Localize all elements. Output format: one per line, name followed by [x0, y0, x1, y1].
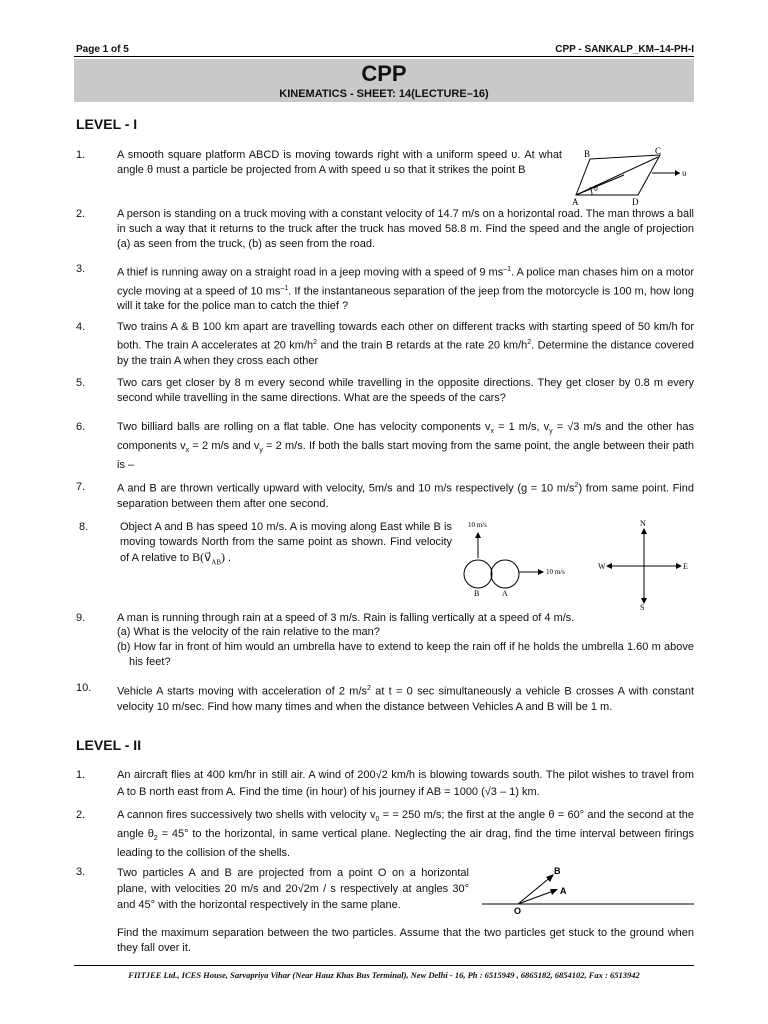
- page-title: CPP: [361, 61, 407, 86]
- label-S: S: [640, 603, 645, 612]
- footer-divider: [74, 965, 694, 966]
- label-B: B: [584, 149, 591, 159]
- footer-address: FIITJEE Ltd., ICES House, Sarvapriya Vihar (Near Hauz Khas Bus Terminal), New Delhi - 16, Ph : 6515949 , 6865182, 6854102, Fax : 6513942: [128, 970, 640, 980]
- level-1-heading: LEVEL - I: [76, 116, 138, 132]
- velocity-A: [518, 890, 556, 904]
- question-text: Two billiard balls are rolling on a flat table. One has velocity components $v_x = 1$ m/s, $v_y = √3$ m/s and the other has components $v_x = 2$ m/s and $v_y = 2$ m/s. If both the balls start moving from the same point, the angle between their path is –: [117, 421, 694, 472]
- page-subtitle: KINEMATICS - SHEET: 14(LECTURE–16): [279, 88, 489, 100]
- page-number: Page 1 of 5: [76, 44, 129, 55]
- label-B: B: [554, 866, 561, 876]
- question-number: 1.: [76, 149, 86, 161]
- horizontal-speed-label: 10 m/s: [546, 568, 565, 576]
- east-arrowhead: [538, 569, 544, 575]
- label-W: W: [598, 562, 606, 571]
- angle-line: [576, 175, 624, 195]
- question-text: Object A and B has speed 10 m/s. A is moving along East while B is moving towards North from the same point as shown. Find velocity of A relative to $B(v⃗_{AB})$ .: [120, 521, 452, 567]
- label-v: υ: [682, 168, 687, 178]
- arrowhead-B: [546, 874, 554, 882]
- label-N: N: [640, 519, 646, 528]
- label-O: O: [514, 906, 522, 916]
- question-text-continued: Find the maximum separation between the two particles. Assume that the two particles get stuck to the ground when they fall over it.: [117, 927, 694, 954]
- north-arrowhead: [475, 532, 481, 538]
- question-number: 2.: [76, 208, 86, 220]
- question-number: 10.: [76, 682, 92, 694]
- label-theta: θ: [594, 184, 598, 193]
- question-text: A and B are thrown vertically upward with velocity, 5m/s and 10 m/s respectively (g = 10 $m/s^2$) from same point. Find separation between them after one second.: [117, 482, 695, 510]
- label-E: E: [683, 562, 688, 571]
- question-text: Vehicle A starts moving with acceleration of 2 $m/s^2$ at t = 0 sec simultaneously a vehicle B crosses A with constant velocity 10 m/sec. Find how many times and when the distance between Vehicles A and B will be 1 m.: [117, 685, 694, 713]
- question-number: 3.: [76, 263, 86, 275]
- question-text: Two particles A and B are projected from a point O on a horizontal plane, with velocities 20 m/s and 20√2m / s respectively at angles 30° and 45° with the horizontal respectively in the same plane.: [117, 867, 469, 911]
- question-text: Two cars get closer by 8 m every second while travelling in the opposite directions. They get closer by 0.8 m every second while travelling in the same directions. What are the speeds of the cars?: [117, 377, 694, 404]
- ball-B: [464, 560, 492, 588]
- question-number: 9.: [76, 612, 86, 624]
- sheet-code: CPP - SANKALP_KM–14-PH-I: [555, 44, 694, 55]
- velocity-arrowhead: [675, 170, 680, 176]
- question-number: 8.: [79, 521, 89, 533]
- header-divider: [74, 56, 694, 57]
- east-arrowhead: [676, 563, 682, 569]
- label-A: A: [572, 197, 579, 207]
- label-D: D: [632, 197, 639, 207]
- question-text: Two trains A & B 100 km apart are travelling towards each other on different tracks with starting speed of 50 km/h for both. The train A accelerates at 20 $km/h^2$ and the train B retards at the rate 20 $km/h^2$. Determine the distance covered by the train A when they cross each other: [117, 321, 694, 367]
- level-2-heading: LEVEL - II: [76, 737, 142, 753]
- title-banner: [74, 59, 694, 102]
- velocity-B: [518, 876, 552, 904]
- square-platform-figure: [572, 145, 702, 207]
- question-text: A cannon fires successively two shells with velocity $v_0$ = = 250 m/s; the first at the angle θ = 60° and the second at the angle $\theta_2 = 45^\circ$ to the horizontal, in same vertical plane. Neglecting the air drag, find the time interval between firings leading to the collision of the shells.: [117, 809, 694, 860]
- ball-A: [491, 560, 519, 588]
- projection-figure: [480, 862, 700, 918]
- question-number: 7.: [76, 481, 86, 493]
- question-part-b: (b) How far in front of him would an umbrella have to extend to keep the rain off if he holds the umbrella 1.60 m above his feet?: [117, 641, 694, 668]
- compass-figure: [594, 516, 698, 612]
- north-arrowhead: [641, 528, 647, 534]
- vertical-speed-label: 10 m/s: [468, 521, 487, 529]
- question-number: 2.: [76, 809, 86, 821]
- question-part-a: (a) What is the velocity of the rain relative to the man?: [117, 626, 380, 638]
- label-B: B: [474, 589, 480, 598]
- question-number: 5.: [76, 377, 86, 389]
- question-text: A smooth square platform ABCD is moving towards right with a uniform speed υ. At what angle θ must a particle be projected from A with speed u so that it strikes the point B: [117, 149, 562, 176]
- label-A: A: [560, 886, 567, 896]
- question-text: An aircraft flies at 400 km/hr in still air. A wind of 200√2 km/h is blowing towards south. The pilot wishes to travel from A to B north east from A. Find the time (in hour) of his journey if AB = 1000 (√3 – 1) km.: [117, 769, 694, 798]
- label-C: C: [655, 146, 662, 156]
- question-number: 4.: [76, 321, 86, 333]
- question-text: A person is standing on a truck moving with a constant velocity of 14.7 m/s on a horizontal road. The man throws a ball in such a way that it returns to the truck after the truck has moved 58.8 m. Find the speed and the angle of projection (a) as seen from the truck, (b) as seen from the road.: [117, 208, 694, 250]
- west-arrowhead: [606, 563, 612, 569]
- question-number: 6.: [76, 421, 86, 433]
- question-number: 3.: [76, 866, 86, 878]
- question-number: 1.: [76, 769, 86, 781]
- label-A: A: [502, 589, 508, 598]
- question-text: A man is running through rain at a speed of 3 m/s. Rain is falling vertically at a speed of 4 m/s.: [117, 612, 575, 624]
- question-text: A thief is running away on a straight road in a jeep moving with a speed of 9 $ms^{-1}$. A police man chases him on a motor cycle moving at a speed of 10 $ms^{-1}$. If the instantaneous separation of the jeep from the motorcycle is 100 m, how long will it take for the police man to catch the thief ?: [117, 266, 695, 313]
- arrowhead-A: [550, 889, 558, 895]
- balls-figure: [456, 516, 576, 600]
